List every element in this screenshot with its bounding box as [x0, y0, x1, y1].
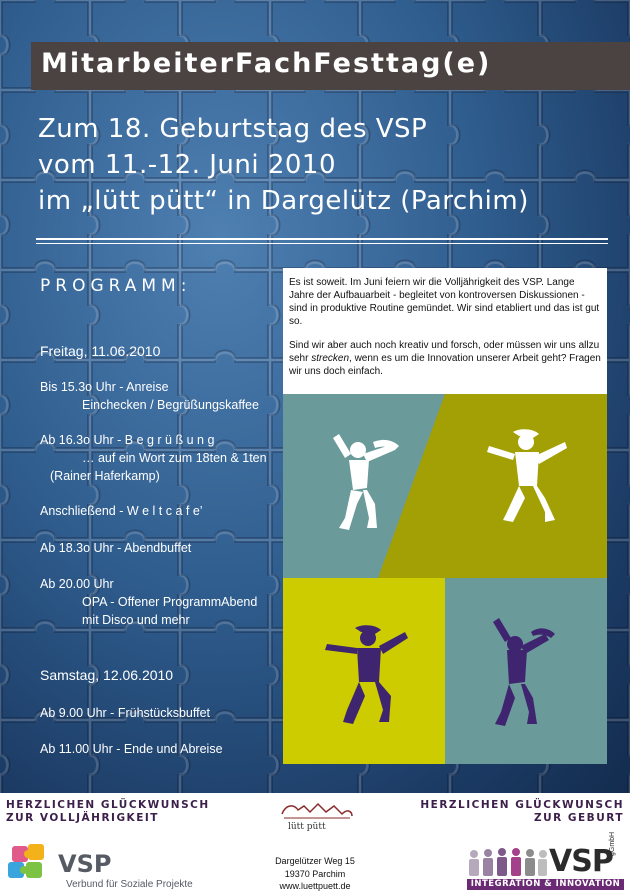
venue-address: Dargelützer Weg 15 — [275, 856, 355, 866]
venue-website: www.luettpuett.de — [279, 881, 351, 891]
footer-left-line: ZUR VOLLJÄHRIGKEIT — [6, 812, 159, 824]
schedule-item — [40, 575, 257, 629]
footer-right-line: HERZLICHEN GLÜCKWUNSCH — [420, 799, 624, 811]
vsp-ggmbh-logo-text: VSP — [549, 844, 613, 879]
footer-left-line: HERZLICHEN GLÜCKWUNSCH — [6, 799, 210, 811]
venue-city: 19370 Parchim — [284, 869, 346, 879]
headline-line-1: Zum 18. Geburtstag des VSP — [38, 114, 428, 144]
venue-logo-text: lütt pütt — [288, 822, 326, 832]
intro-paragraph — [289, 339, 601, 378]
intro-text: Sind wir aber auch noch kreativ und forsch, oder müssen wir uns allzu sehr — [289, 340, 600, 364]
schedule-item-detail: … auf ein Wort zum 18ten & 1ten — [82, 451, 267, 465]
schedule-item-detail: OPA - Offener ProgrammAbend — [82, 595, 258, 609]
schedule-item — [40, 378, 259, 414]
vsp-logo-text: VSP — [58, 850, 112, 878]
schedule-item-text: Ab 20.00 Uhr — [40, 577, 114, 591]
vsp-ggmbh-tagline: INTEGRATION & INNOVATION — [467, 879, 624, 890]
schedule-item: Ab 18.3o Uhr - Abendbuffet — [40, 541, 192, 555]
schedule-item: Anschließend - W e l t c a f e’ — [40, 504, 203, 518]
schedule-item: Ab 11.00 Uhr - Ende und Abreise — [40, 742, 223, 756]
schedule-item-detail: (Rainer Haferkamp) — [50, 469, 160, 483]
intro-paragraph: Es ist soweit. Im Juni feiern wir die Volljährigkeit des VSP. Lange Jahre der Aufbauarbeit - begleitet von kontroversen Diskussionen - sind in produktive Routine gemündet. Wir sind etabliert und das ist gut so. — [289, 277, 600, 327]
luett-puett-logo — [276, 800, 356, 840]
day-heading-saturday: Samstag, 12.06.2010 — [40, 667, 174, 683]
art-panel — [445, 578, 607, 764]
schedule-item: Ab 9.00 Uhr - Frühstücksbuffet — [40, 706, 210, 720]
footer-right-line: ZUR GEBURT — [534, 812, 624, 824]
vsp-ggmbh-suffix: gGmbH — [609, 831, 616, 856]
people-group-icon — [466, 846, 548, 876]
divider — [36, 243, 608, 244]
schedule-item — [40, 431, 267, 485]
schedule-item-text: Ab 16.3o Uhr - B e g r ü ß u n g — [40, 433, 215, 447]
dancers-artwork — [283, 394, 607, 764]
schedule-item-text: Bis 15.3o Uhr - Anreise — [40, 380, 169, 394]
intro-text: , wenn es um die Innovation unserer Arbeit geht? Fragen wir uns doch einfach. — [289, 353, 601, 377]
title-bar — [31, 42, 630, 90]
schedule-item-detail: mit Disco und mehr — [82, 613, 190, 627]
program-heading: PROGRAMM: — [40, 276, 192, 296]
vsp-logo-subtitle: Verbund für Soziale Projekte — [66, 879, 193, 890]
headline-line-3: im „lütt pütt“ in Dargelütz (Parchim) — [38, 186, 529, 216]
day-heading-friday: Freitag, 11.06.2010 — [40, 343, 161, 359]
poster-title: MitarbeiterFachFesttag(e) — [41, 48, 492, 79]
intro-box — [283, 268, 607, 394]
divider — [36, 238, 608, 240]
headline-line-2: vom 11.-12. Juni 2010 — [38, 150, 337, 180]
schedule-item-detail: Einchecken / Begrüßungskaffee — [82, 398, 259, 412]
intro-emphasis: strecken — [311, 353, 350, 364]
